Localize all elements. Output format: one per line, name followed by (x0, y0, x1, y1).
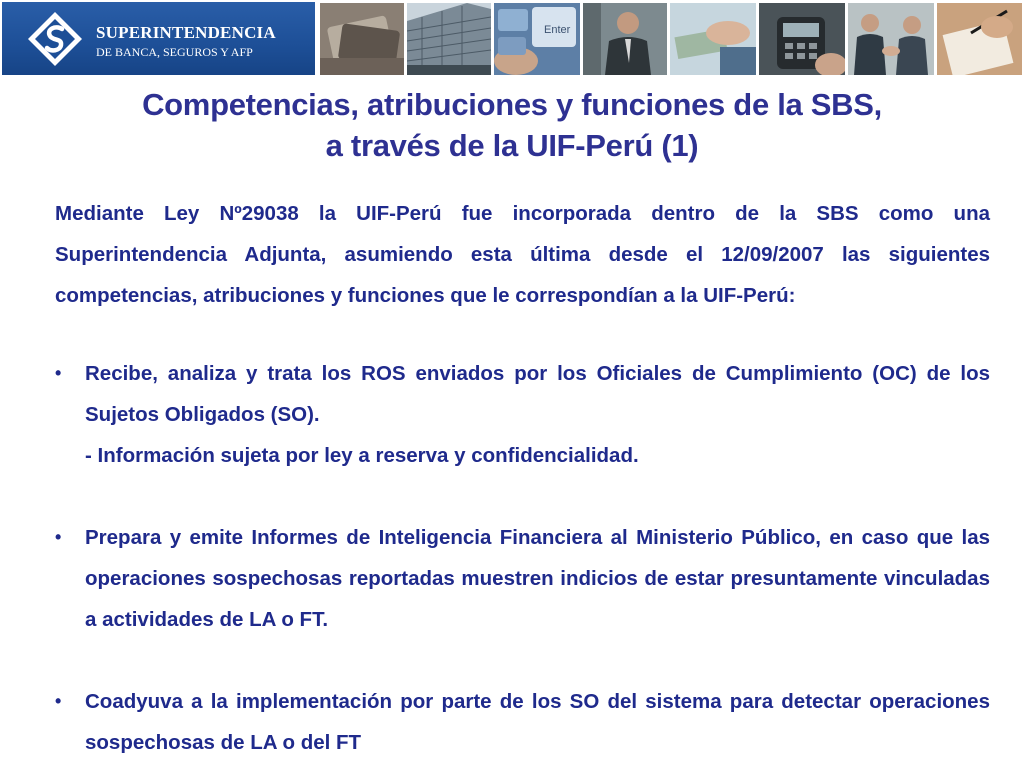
bullet-item (55, 353, 990, 476)
title-line-1: Competencias, atribuciones y funciones de la SBS, (142, 87, 882, 122)
slide-title (0, 84, 1024, 166)
bullet-text: Recibe, analiza y trata los ROS enviados por los Oficiales de Cumplimiento (OC) de los Sujetos Obligados (SO). (85, 362, 990, 426)
logo-name: SUPERINTENDENCIA (96, 23, 276, 42)
handshake-money-photo (670, 3, 756, 75)
title-line-2: a través de la UIF-Perú (1) (325, 128, 699, 163)
bullet-subtext: - Información sujeta por ley a reserva y confidencialidad. (85, 444, 639, 467)
credit-cards-photo (320, 3, 404, 75)
card-terminal-photo (759, 3, 845, 75)
bullet-text: Coadyuva a la implementación por parte de los SO del sistema para detectar operaciones sospechosas de LA o del FT (85, 690, 990, 754)
sbs-diamond-logo-icon (26, 10, 84, 68)
svg-text:Enter: Enter (544, 24, 571, 36)
signing-document-photo (937, 3, 1022, 75)
bullet-text: Prepara y emite Informes de Inteligencia Financiera al Ministerio Público, en caso que las operaciones sospechosas reportadas muestren indicios de estar presuntamente vinculadas a actividades de LA o FT. (85, 526, 990, 631)
bullet-dot-icon: • (55, 363, 62, 383)
intro-paragraph: Mediante Ley Nº29038 la UIF-Perú fue incorporada dentro de la SBS como una Superintendencia Adjunta, asumiendo esta última desde el 12/09/2007 las siguientes competencias, atribuciones y funciones que le correspondían a la UIF-Perú: (55, 202, 990, 307)
meeting-handshake-photo (848, 3, 934, 75)
bullet-item (55, 517, 990, 640)
bullet-item (55, 681, 990, 763)
sbs-logo (2, 2, 315, 75)
header-banner (0, 0, 1024, 78)
logo-subtitle: DE BANCA, SEGUROS Y AFP (96, 45, 253, 59)
keyboard-enter-photo (494, 3, 580, 75)
businessman-photo (583, 3, 667, 75)
bullet-dot-icon: • (55, 691, 62, 711)
building-photo (407, 3, 491, 75)
bullet-dot-icon: • (55, 527, 62, 547)
